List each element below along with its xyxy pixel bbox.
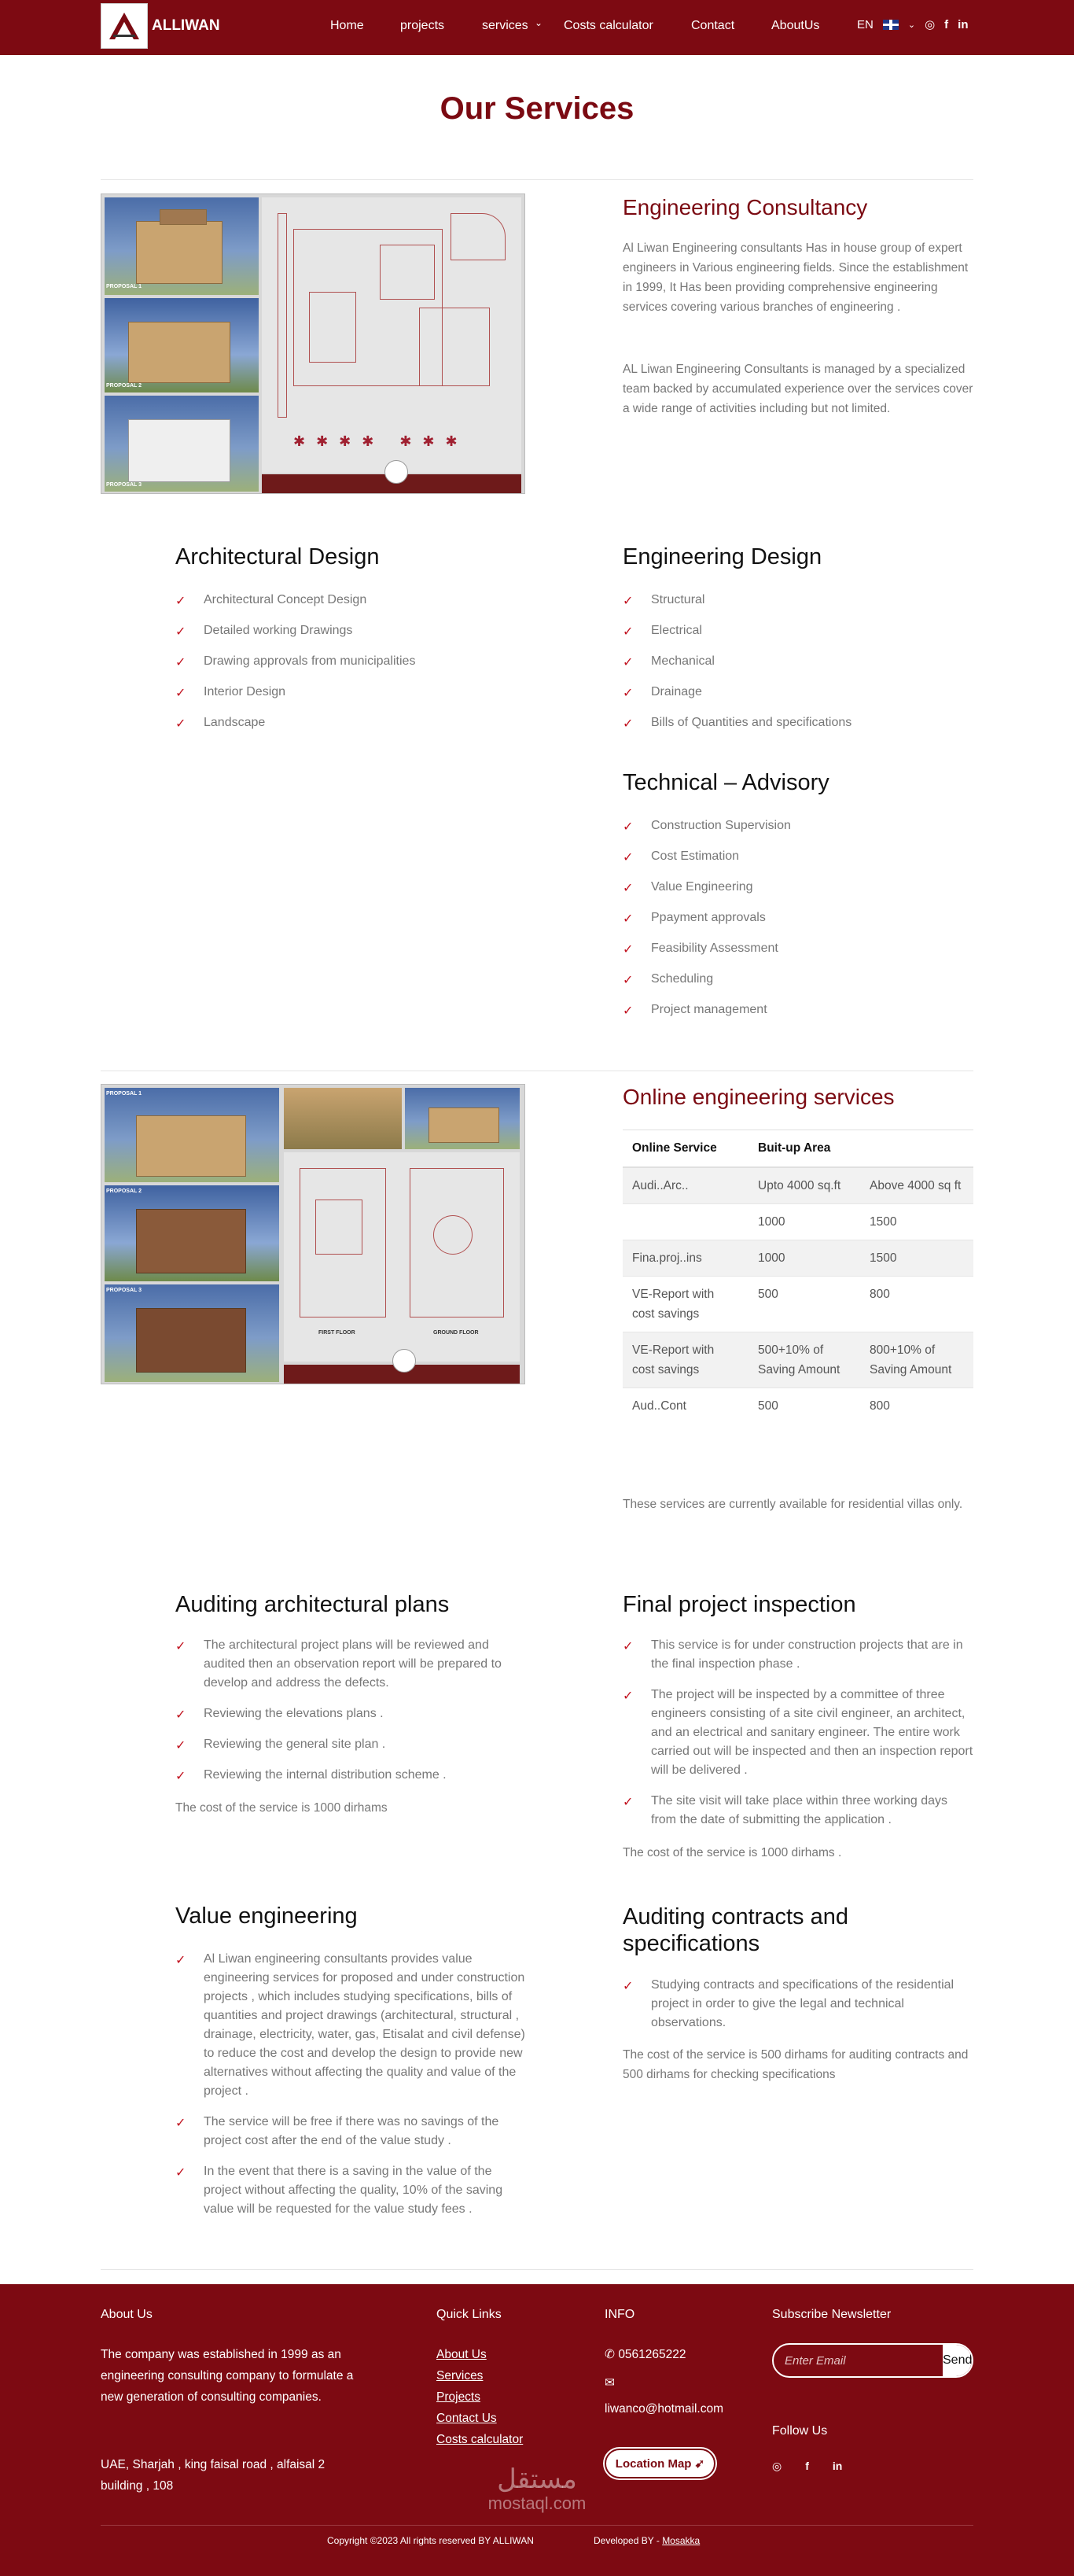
nav-costs-calculator[interactable]: Costs calculator	[564, 19, 653, 32]
list-item: ✓ This service is for under construction projects that are in the final inspection phase .	[623, 1638, 963, 1671]
linkedin-icon[interactable]: in	[832, 2460, 843, 2472]
instagram-icon[interactable]: ◎	[925, 18, 936, 31]
online-services-table	[623, 1130, 973, 1424]
list-item: ✓ Landscape	[175, 713, 521, 732]
phone-icon: ✆	[605, 2348, 615, 2361]
engineering-design-title: Engineering Design	[623, 544, 822, 569]
table-header: Buit-up Area	[748, 1130, 860, 1168]
uk-flag-icon[interactable]	[883, 20, 899, 30]
proposal-label: PROPOSAL 1	[106, 1091, 142, 1096]
list-item: ✓ Al Liwan engineering consultants provides value engineering services for proposed and under construction projects , which includes studying specifications, bills of quantities and project drawings (architectural, structural , drainage, electricity, water, gas, Etisalat and civil defense) to reduce the cost and develop the design to provide new alternatives without affecting the quality and value of the project .	[175, 1952, 525, 2098]
list-item: ✓ Reviewing the elevations plans .	[175, 1704, 526, 1723]
list-item: ✓ Mechanical	[623, 652, 973, 671]
footer-link-projects[interactable]: Projects	[436, 2390, 480, 2404]
table-row	[623, 1167, 973, 1204]
footer-link-costs[interactable]: Costs calculator	[436, 2433, 524, 2446]
proposal-label: PROPOSAL 2	[106, 1188, 142, 1194]
copyright: Copyright ©2023 All rights reserved BY ALLIWAN	[327, 2535, 534, 2546]
online-services-note: These services are currently available for residential villas only.	[623, 1498, 963, 1511]
table-cell: Audi..Arc..	[623, 1167, 748, 1204]
table-cell: Upto 4000 sq.ft	[748, 1167, 860, 1204]
auditing-plans-title: Auditing architectural plans	[175, 1592, 450, 1617]
check-icon: ✓	[623, 882, 634, 895]
chevron-down-icon[interactable]: ⌄	[907, 20, 916, 30]
table-row	[623, 1204, 973, 1240]
list-item: ✓ Drainage	[623, 683, 973, 702]
newsletter-send-button[interactable]: Send	[943, 2345, 972, 2376]
brand-name[interactable]: ALLIWAN	[152, 17, 220, 34]
nav-services[interactable]: services	[482, 19, 528, 32]
nav-right-group	[857, 17, 969, 31]
phone-number: 0561265222	[618, 2348, 686, 2361]
table-cell: 500	[748, 1388, 860, 1424]
footer-social	[772, 2460, 842, 2473]
list-item: ✓ Value Engineering	[623, 878, 973, 897]
check-icon: ✓	[623, 1796, 634, 1809]
online-services-title: Online engineering services	[623, 1085, 895, 1109]
check-icon: ✓	[623, 1980, 634, 1993]
list-item: ✓ Feasibility Assessment	[623, 939, 973, 958]
auditing-contracts-cost: The cost of the service is 500 dirhams for auditing contracts and 500 dirhams for checking specifications	[623, 2048, 969, 2081]
check-icon: ✓	[175, 1770, 186, 1783]
list-item: ✓ Drawing approvals from municipalities	[175, 652, 521, 671]
table-row	[623, 1332, 973, 1388]
nav-contact[interactable]: Contact	[691, 19, 735, 32]
check-icon: ✓	[175, 1739, 186, 1752]
check-icon: ✓	[623, 717, 634, 731]
table-cell: Above 4000 sq ft	[860, 1167, 973, 1204]
footer-links-title: Quick Links	[436, 2308, 502, 2321]
floor-label: GROUND FLOOR	[433, 1330, 479, 1336]
table-header: Online Service	[623, 1130, 748, 1168]
check-icon: ✓	[623, 1690, 634, 1703]
check-icon: ✓	[623, 974, 634, 987]
check-icon: ✓	[175, 687, 186, 700]
check-icon: ✓	[175, 1640, 186, 1653]
check-icon: ✓	[175, 717, 186, 731]
check-icon: ✓	[175, 625, 186, 639]
list-item: ✓ Structural	[623, 591, 973, 610]
location-arrow-icon: ➹	[694, 2457, 705, 2471]
table-cell: 1500	[860, 1240, 973, 1277]
watermark: مستقل mostaql.com	[487, 2464, 587, 2513]
footer-link-about[interactable]: About Us	[436, 2348, 487, 2361]
follow-us-title: Follow Us	[772, 2424, 828, 2438]
table-cell: Fina.proj..ins	[623, 1240, 748, 1277]
table-cell: 800+10% of Saving Amount	[860, 1332, 973, 1388]
footer-address: UAE, Sharjah , king faisal road , alfaisal 2 building , 108	[101, 2458, 326, 2493]
check-icon: ✓	[623, 943, 634, 956]
linkedin-icon[interactable]: in	[958, 17, 969, 31]
list-item: ✓ The service will be free if there was no savings of the project cost after the end of the value study .	[175, 2115, 499, 2147]
table-row	[623, 1388, 973, 1424]
newsletter-email-input[interactable]	[774, 2345, 943, 2376]
table-cell: Aud..Cont	[623, 1388, 748, 1424]
divider	[101, 2269, 973, 2270]
list-item: ✓ Interior Design	[175, 683, 521, 702]
check-icon: ✓	[623, 595, 634, 608]
check-icon: ✓	[175, 656, 186, 669]
footer-phone[interactable]	[605, 2344, 686, 2365]
table-cell: 800	[860, 1388, 973, 1424]
page-title: Our Services	[440, 91, 634, 126]
consultancy-image: PROPOSAL 1 PROPOSAL 2 PROPOSAL 3 ✱✱✱✱ ✱✱✱	[101, 193, 525, 494]
list-item: ✓ The site visit will take place within three working days from the date of submitting the application .	[623, 1794, 948, 1826]
footer-about-text: The company was established in 1999 as an engineering consulting company to formulate a new generation of consulting companies.	[101, 2348, 354, 2404]
list-item: ✓ The architectural project plans will be reviewed and audited then an observation report will be prepared to develop and address the defects.	[175, 1638, 502, 1690]
location-map-button[interactable]: Location Map ➹	[605, 2449, 715, 2478]
check-icon: ✓	[623, 1004, 634, 1018]
proposal-label: PROPOSAL 3	[106, 1288, 142, 1293]
table-row	[623, 1277, 973, 1332]
consultancy-title: Engineering Consultancy	[623, 195, 868, 219]
list-item: ✓ Studying contracts and specifications of the residential project in order to give the legal and technical observations.	[623, 1978, 954, 2029]
technical-advisory-list	[623, 816, 973, 1031]
auditing-contracts-list	[623, 1976, 973, 2044]
auditing-plans-cost: The cost of the service is 1000 dirhams	[175, 1801, 388, 1815]
developed-by: Developed BY - Mosakka	[594, 2535, 701, 2546]
list-item: ✓ Construction Supervision	[623, 816, 973, 835]
floor-label: FIRST FLOOR	[318, 1330, 355, 1336]
list-item: ✓ Architectural Concept Design	[175, 591, 521, 610]
check-icon: ✓	[175, 1708, 186, 1722]
list-item: ✓ Project management	[623, 1001, 973, 1019]
table-cell: VE-Report with cost savings	[623, 1332, 748, 1388]
top-navbar	[0, 0, 1074, 55]
check-icon: ✓	[175, 1954, 186, 1967]
check-icon: ✓	[175, 2166, 186, 2180]
check-icon: ✓	[623, 656, 634, 669]
table-cell: VE-Report with cost savings	[623, 1277, 748, 1332]
online-services-image	[101, 1084, 525, 1384]
check-icon: ✓	[175, 595, 186, 608]
table-header	[860, 1130, 973, 1168]
list-item: ✓ Cost Estimation	[623, 847, 973, 866]
final-inspection-title: Final project inspection	[623, 1592, 856, 1617]
footer-info-title: INFO	[605, 2308, 635, 2321]
footer-link-contact[interactable]: Contact Us	[436, 2412, 497, 2425]
table-cell: 800	[860, 1277, 973, 1332]
logo[interactable]	[101, 3, 148, 49]
architectural-design-list	[175, 591, 521, 744]
consultancy-paragraph-1: Al Liwan Engineering consultants Has in house group of expert engineers in Various engineering fields. Since the establishment in 1999, It Has been providing comprehensive engineering services covering various branches of engineering .	[623, 241, 969, 314]
logo-icon	[107, 10, 142, 42]
footer-divider	[101, 2525, 973, 2526]
list-item: ✓ The project will be inspected by a committee of three engineers consisting of a site civil engineer, an architect, and an electrical and sanitary engineer. The entire work carried out will be inspected and then an inspection report will be delivered .	[623, 1688, 973, 1777]
consultancy-paragraph-2: AL Liwan Engineering Consultants is managed by a specialized team backed by accumulated experience over the services cover a wide range of activities including but not limited.	[623, 363, 973, 415]
list-item: ✓ Ppayment approvals	[623, 908, 973, 927]
mail-icon: ✉	[605, 2376, 615, 2390]
list-item: ✓ Electrical	[623, 621, 973, 640]
engineering-design-list	[623, 591, 973, 744]
language-selector[interactable]: EN	[857, 17, 874, 31]
list-item: ✓ Scheduling	[623, 970, 973, 989]
nav-projects[interactable]: projects	[400, 19, 445, 32]
list-item: ✓ Detailed working Drawings	[175, 621, 521, 640]
check-icon: ✓	[623, 687, 634, 700]
table-cell: 1000	[748, 1240, 860, 1277]
check-icon: ✓	[623, 1640, 634, 1653]
table-row	[623, 1240, 973, 1277]
list-item: ✓ In the event that there is a saving in the value of the project without affecting the quality, 10% of the saving value will be requested for the value study fees .	[175, 2165, 503, 2216]
newsletter-form	[772, 2343, 973, 2378]
final-inspection-cost: The cost of the service is 1000 dirhams .	[623, 1846, 842, 1859]
value-engineering-list	[175, 1950, 526, 2231]
instagram-icon[interactable]: ◎	[772, 2460, 782, 2472]
footer-link-services[interactable]: Services	[436, 2369, 484, 2383]
facebook-icon[interactable]: f	[944, 17, 949, 31]
footer-email[interactable]: liwanco@hotmail.com	[605, 2402, 723, 2416]
divider	[101, 179, 973, 180]
final-inspection-list	[623, 1636, 973, 1841]
footer-links	[436, 2344, 523, 2450]
proposal-label: PROPOSAL 1	[106, 284, 142, 289]
check-icon: ✓	[623, 912, 634, 926]
table-cell	[623, 1204, 748, 1240]
proposal-label: PROPOSAL 2	[106, 383, 142, 389]
check-icon: ✓	[623, 625, 634, 639]
proposal-label: PROPOSAL 3	[106, 482, 142, 488]
footer-about-title: About Us	[101, 2308, 153, 2321]
table-cell: 500+10% of Saving Amount	[748, 1332, 860, 1388]
architectural-design-title: Architectural Design	[175, 544, 380, 569]
auditing-contracts-title: Auditing contracts and specifications	[623, 1904, 848, 1956]
facebook-icon[interactable]: f	[805, 2460, 809, 2472]
check-icon: ✓	[175, 2117, 186, 2130]
developer-link[interactable]: Mosakka	[662, 2535, 701, 2546]
value-engineering-title: Value engineering	[175, 1903, 358, 1929]
technical-advisory-title: Technical – Advisory	[623, 770, 829, 795]
check-icon: ✓	[623, 820, 634, 834]
table-cell: 1500	[860, 1204, 973, 1240]
list-item: ✓ Reviewing the general site plan .	[175, 1735, 526, 1754]
list-item: ✓ Reviewing the internal distribution scheme .	[175, 1766, 526, 1785]
footer	[0, 2284, 1074, 2576]
check-icon: ✓	[623, 851, 634, 864]
nav-aboutus[interactable]: AboutUs	[771, 19, 820, 32]
list-item: ✓ Bills of Quantities and specifications	[623, 713, 973, 732]
auditing-plans-list	[175, 1636, 526, 1797]
footer-newsletter-title: Subscribe Newsletter	[772, 2308, 892, 2321]
table-cell: 500	[748, 1277, 860, 1332]
nav-home[interactable]: Home	[330, 19, 364, 32]
chevron-down-icon[interactable]: ⌄	[535, 17, 543, 28]
table-cell: 1000	[748, 1204, 860, 1240]
